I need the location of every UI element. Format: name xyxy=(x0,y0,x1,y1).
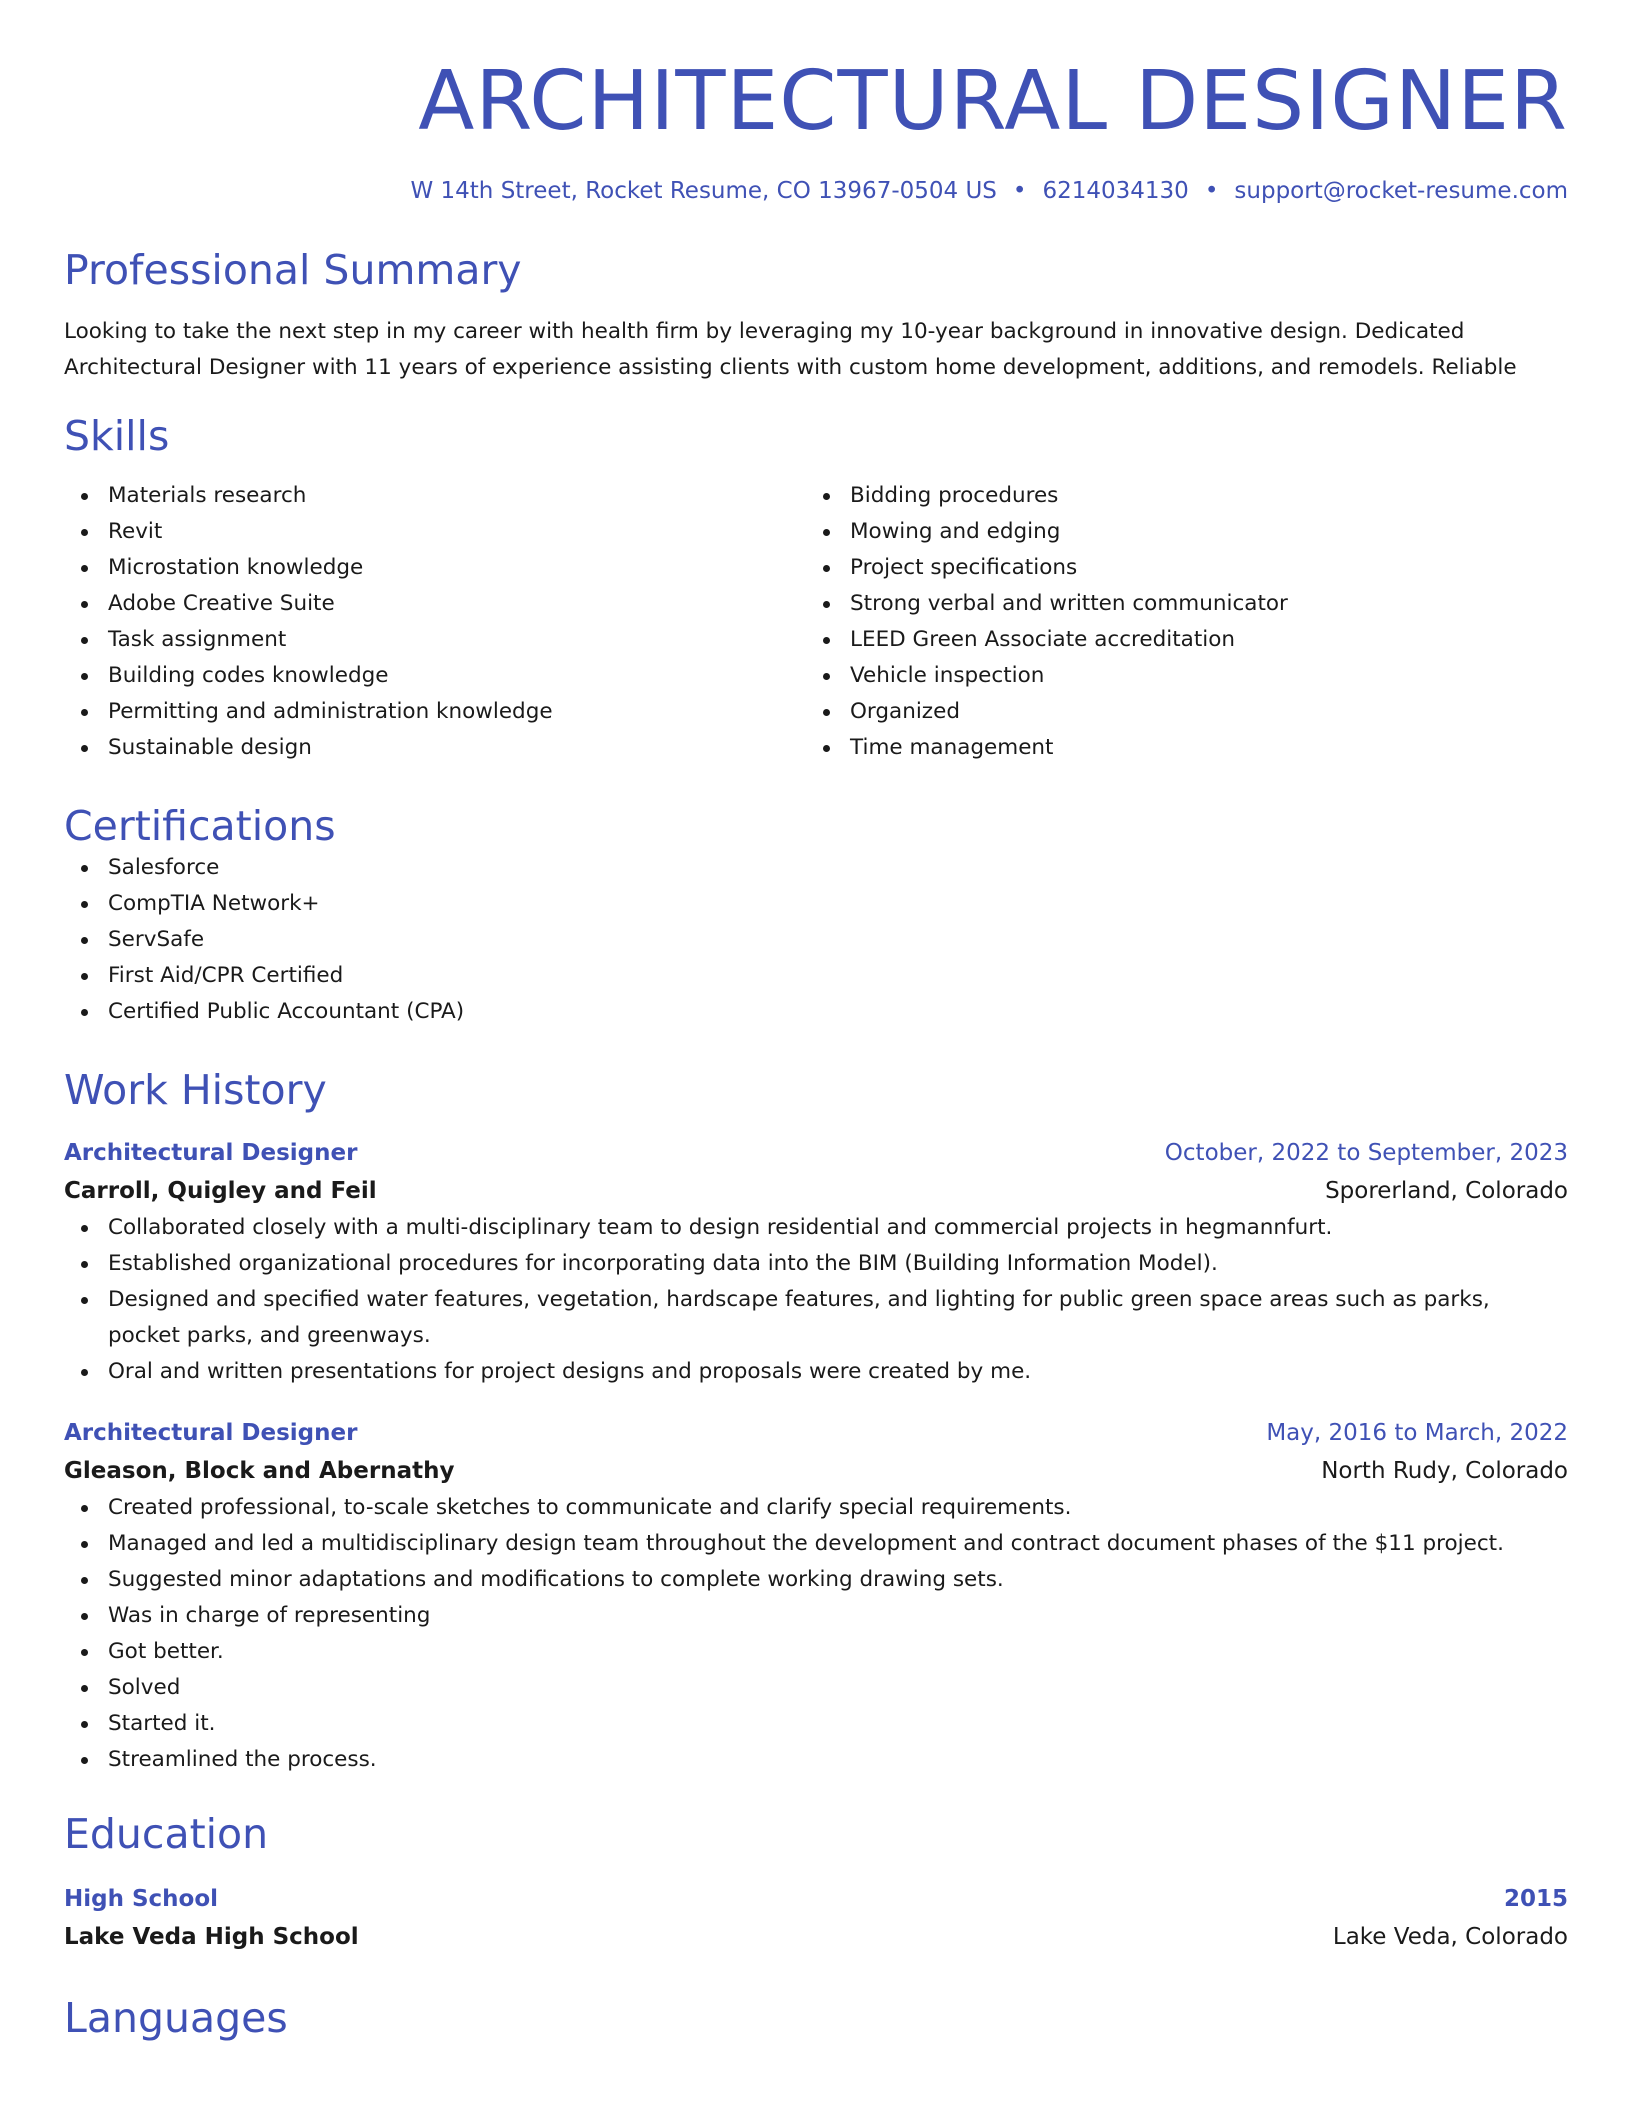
certifications-list xyxy=(64,850,1568,1030)
contact-email[interactable]: support@rocket-resume.com xyxy=(1234,178,1568,204)
job-company: Carroll, Quigley and Feil xyxy=(64,1178,377,1204)
job-duty: Suggested minor adaptations and modifications to complete working drawing sets. xyxy=(64,1562,1568,1598)
education-subheader xyxy=(64,1918,1568,1956)
job-duty: Streamlined the process. xyxy=(64,1742,1568,1778)
skill-item: Revit xyxy=(64,514,806,550)
education-school: Lake Veda High School xyxy=(64,1924,359,1950)
certification-item: Certified Public Accountant (CPA) xyxy=(64,994,1568,1030)
skill-item: Sustainable design xyxy=(64,730,806,766)
contact-separator: • xyxy=(1204,178,1219,204)
contact-line xyxy=(64,176,1568,206)
skill-item: Adobe Creative Suite xyxy=(64,586,806,622)
skill-item: Permitting and administration knowledge xyxy=(64,694,806,730)
contact-address: W 14th Street, Rocket Resume, CO 13967-0504 US xyxy=(410,178,997,204)
education-entry xyxy=(64,1880,1568,1956)
skill-item: Time management xyxy=(806,730,1548,766)
skill-item: Task assignment xyxy=(64,622,806,658)
skills-column-left xyxy=(64,478,806,766)
job-duty: Oral and written presentations for project designs and proposals were created by me. xyxy=(64,1354,1568,1390)
skills-column-right xyxy=(806,478,1548,766)
skill-item: Bidding procedures xyxy=(806,478,1548,514)
job-subheader xyxy=(64,1172,1568,1210)
education-heading: Education xyxy=(64,1810,269,1858)
job-header xyxy=(64,1414,1568,1452)
job-location: North Rudy, Colorado xyxy=(1321,1458,1568,1484)
job-entry xyxy=(64,1414,1568,1778)
certification-item: ServSafe xyxy=(64,922,1568,958)
job-dates: May, 2016 to March, 2022 xyxy=(1266,1420,1568,1446)
job-duty: Started it. xyxy=(64,1706,1568,1742)
skills-heading: Skills xyxy=(64,412,170,460)
job-location: Sporerland, Colorado xyxy=(1325,1178,1568,1204)
job-duty: Established organizational procedures for incorporating data into the BIM (Building Information Model). xyxy=(64,1246,1568,1282)
job-duty: Managed and led a multidisciplinary design team throughout the development and contract document phases of the $11 project. xyxy=(64,1526,1568,1562)
certification-item: Salesforce xyxy=(64,850,1568,886)
job-header xyxy=(64,1134,1568,1172)
resume-title: ARCHITECTURAL DESIGNER xyxy=(418,54,1568,149)
certification-item: First Aid/CPR Certified xyxy=(64,958,1568,994)
job-role: Architectural Designer xyxy=(64,1140,358,1166)
skills-list-left xyxy=(64,478,806,766)
job-duty: Created professional, to-scale sketches to communicate and clarify special requirements. xyxy=(64,1490,1568,1526)
skill-item: Materials research xyxy=(64,478,806,514)
skills-list-right xyxy=(806,478,1548,766)
skill-item: Mowing and edging xyxy=(806,514,1548,550)
languages-heading: Languages xyxy=(64,1994,288,2042)
job-duty: Got better. xyxy=(64,1634,1568,1670)
skill-item: Building codes knowledge xyxy=(64,658,806,694)
summary-heading: Professional Summary xyxy=(64,246,522,294)
skill-item: Project specifications xyxy=(806,550,1548,586)
education-header xyxy=(64,1880,1568,1918)
skill-item: LEED Green Associate accreditation xyxy=(806,622,1548,658)
job-entry xyxy=(64,1134,1568,1390)
job-role: Architectural Designer xyxy=(64,1420,358,1446)
job-duties-list xyxy=(64,1490,1568,1778)
job-duty: Collaborated closely with a multi-disciplinary team to design residential and commercial projects in hegmannfurt. xyxy=(64,1210,1568,1246)
job-company: Gleason, Block and Abernathy xyxy=(64,1458,455,1484)
certifications-heading: Certifications xyxy=(64,802,336,850)
job-subheader xyxy=(64,1452,1568,1490)
job-dates: October, 2022 to September, 2023 xyxy=(1164,1140,1568,1166)
summary-text: Looking to take the next step in my career with health firm by leveraging my 10-year background in innovative design. Dedicated Architectural Designer with 11 years of experience assisting clients with custom home development, additions, and remodels. Reliable xyxy=(64,319,1517,380)
contact-separator: • xyxy=(1012,178,1027,204)
contact-phone: 6214034130 xyxy=(1042,178,1189,204)
skill-item: Microstation knowledge xyxy=(64,550,806,586)
education-degree: High School xyxy=(64,1886,219,1912)
skills-columns xyxy=(64,478,1568,766)
job-duty: Was in charge of representing xyxy=(64,1598,1568,1634)
job-duty: Solved xyxy=(64,1670,1568,1706)
skill-item: Vehicle inspection xyxy=(806,658,1548,694)
work-history-heading: Work History xyxy=(64,1066,327,1114)
education-year: 2015 xyxy=(1503,1886,1568,1912)
skill-item: Strong verbal and written communicator xyxy=(806,586,1548,622)
job-duty: Designed and specified water features, vegetation, hardscape features, and lighting for public green space areas such as parks, pocket parks, and greenways. xyxy=(64,1282,1568,1354)
certification-item: CompTIA Network+ xyxy=(64,886,1568,922)
skill-item: Organized xyxy=(806,694,1548,730)
education-location: Lake Veda, Colorado xyxy=(1332,1924,1568,1950)
job-duties-list xyxy=(64,1210,1568,1390)
